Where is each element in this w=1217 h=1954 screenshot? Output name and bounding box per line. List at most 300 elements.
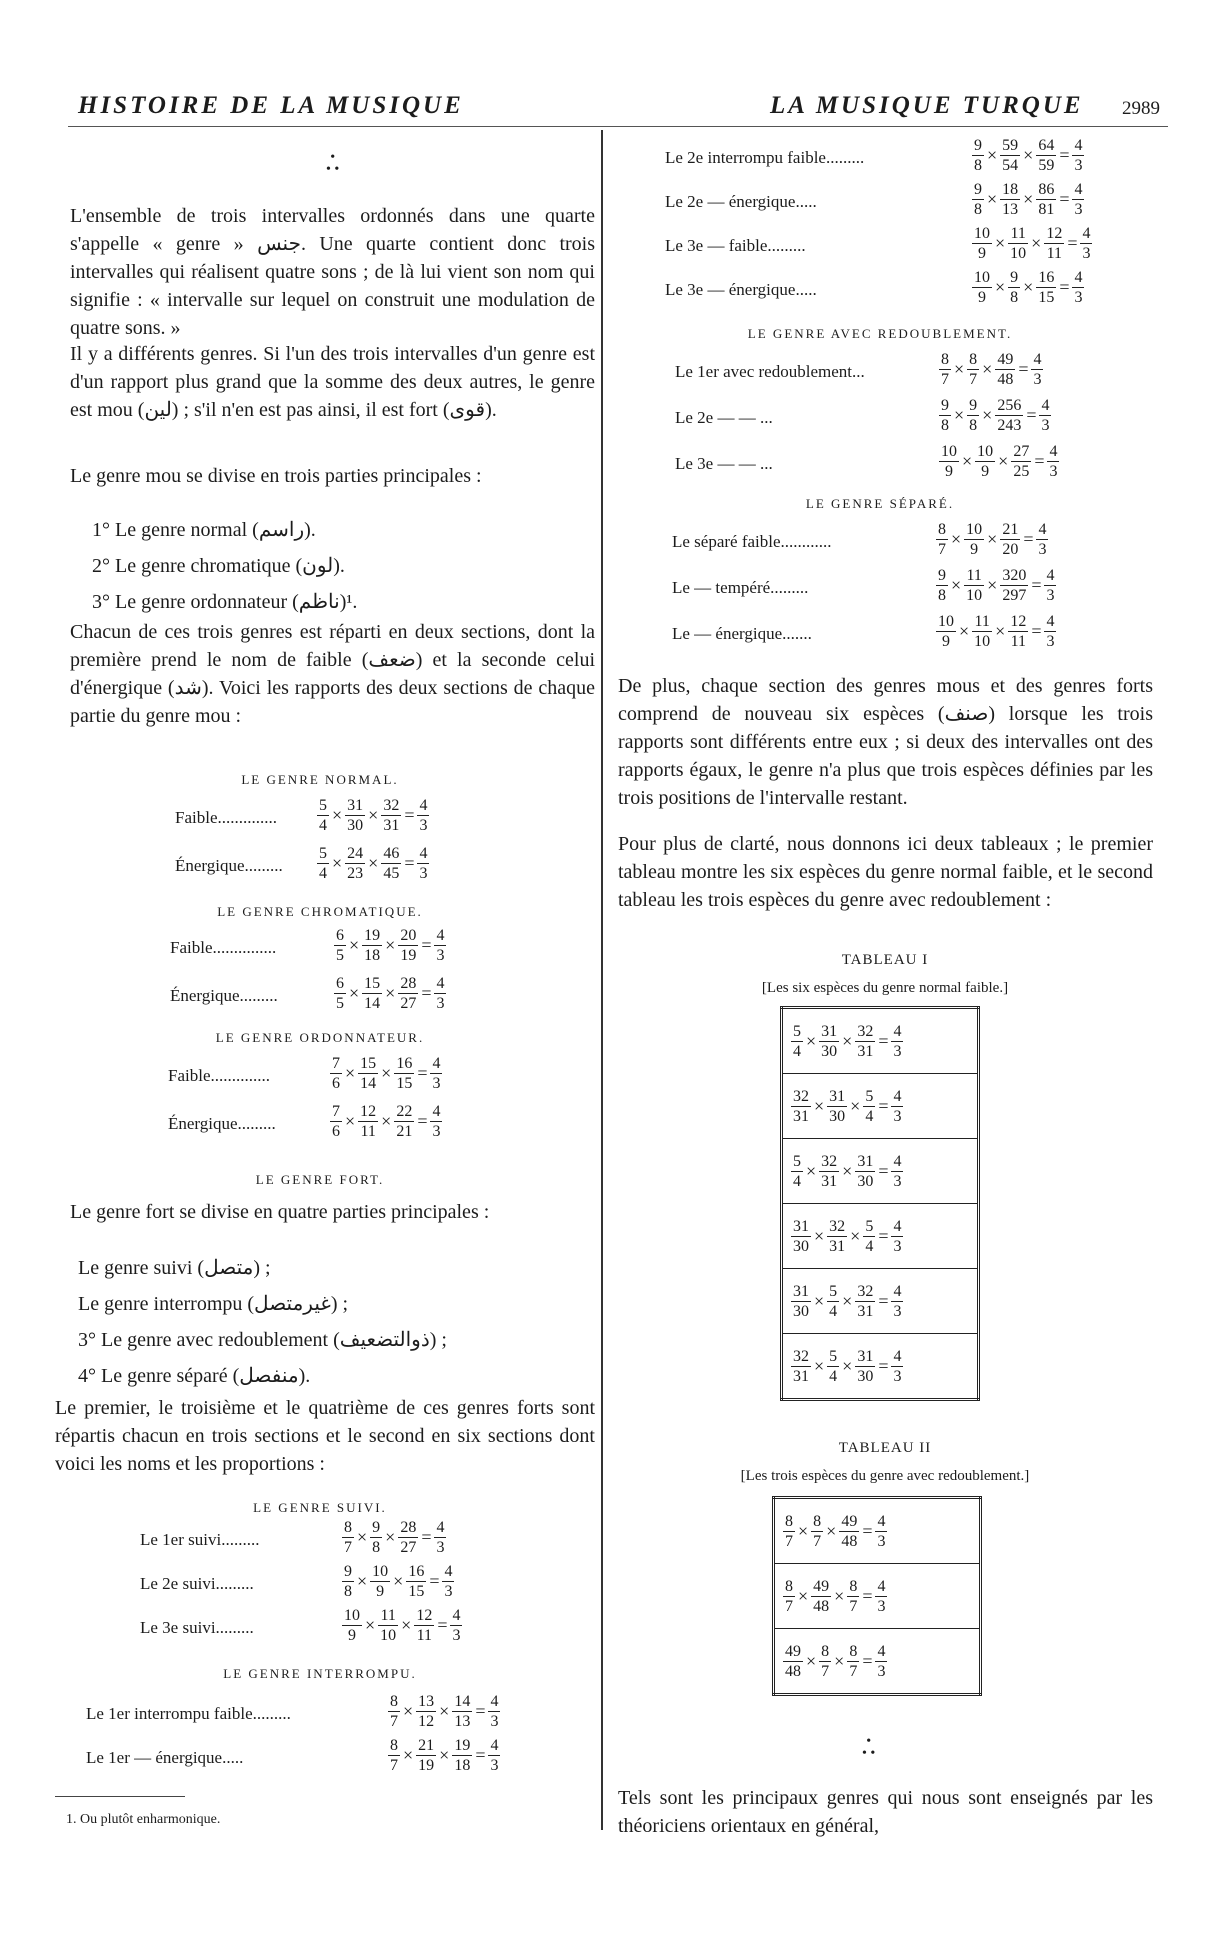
equals-sign: = xyxy=(862,1520,873,1541)
ratio-label: Le 2e suivi......... xyxy=(140,1574,254,1593)
fraction: $\frac{16}{15}$ xyxy=(408,1563,425,1600)
fraction: $\frac{4}{3}$ xyxy=(893,1217,902,1255)
ratio-row xyxy=(168,1054,528,1100)
column-divider xyxy=(601,130,603,1830)
fraction: $\frac{46}{45}$ xyxy=(383,845,400,882)
fraction: $\frac{14}{13}$ xyxy=(454,1693,471,1730)
equals-sign: = xyxy=(1031,621,1042,641)
fraction: $\frac{5}{4}$ xyxy=(319,797,327,834)
ratio-row xyxy=(675,396,1137,442)
fraction: $\frac{5}{4}$ xyxy=(319,845,327,882)
times-sign: × xyxy=(995,277,1006,297)
fraction: $\frac{5}{4}$ xyxy=(793,1152,801,1190)
fraction: $\frac{8}{7}$ xyxy=(938,521,946,558)
ratio-label: Le 1er suivi......... xyxy=(140,1530,260,1549)
fraction: $\frac{320}{297}$ xyxy=(1002,567,1027,604)
fraction: $\frac{10}{9}$ xyxy=(974,225,990,262)
running-header-left: HISTOIRE DE LA MUSIQUE xyxy=(78,92,464,119)
fraction: $\frac{32}{31}$ xyxy=(821,1152,838,1190)
ratio-label: Énergique......... xyxy=(170,986,278,1005)
ratio-equation xyxy=(970,136,1086,175)
ratio-equation xyxy=(328,1102,444,1141)
fraction: $\frac{4}{3}$ xyxy=(893,1152,902,1190)
fraction: $\frac{8}{7}$ xyxy=(941,351,949,388)
ratio-label: Le séparé faible............ xyxy=(672,532,832,551)
times-sign: × xyxy=(951,529,962,549)
times-sign: × xyxy=(959,621,970,641)
paragraph-mou-parts: Le genre mou se divise en trois parties principales : xyxy=(70,465,482,487)
ratio-label: Le 1er interrompu faible......... xyxy=(86,1704,291,1723)
equals-sign: = xyxy=(437,1615,448,1635)
fraction: $\frac{31}{30}$ xyxy=(347,797,364,834)
fraction: $\frac{8}{7}$ xyxy=(813,1512,822,1550)
fraction: $\frac{32}{31}$ xyxy=(793,1087,809,1125)
ratio-equation xyxy=(970,268,1086,307)
fraction: $\frac{4}{3}$ xyxy=(1041,397,1050,434)
equals-sign: = xyxy=(878,1355,889,1376)
ratio-row xyxy=(140,1518,540,1564)
ornament-top: • • • xyxy=(326,150,340,177)
table-1-title: TABLEAU I xyxy=(841,952,929,968)
fraction: $\frac{4}{3}$ xyxy=(1074,269,1083,306)
times-sign: × xyxy=(834,1585,845,1606)
fraction: $\frac{13}{12}$ xyxy=(418,1693,435,1730)
ratio-label: Le 3e — faible......... xyxy=(665,236,806,255)
ratio-row xyxy=(86,1736,586,1782)
times-sign: × xyxy=(842,1355,853,1376)
times-sign: × xyxy=(1031,233,1042,253)
section-title-separe: LE GENRE SÉPARÉ. xyxy=(805,496,955,511)
ratio-equation xyxy=(934,612,1058,651)
ratio-label: Le 3e — énergique..... xyxy=(665,280,817,299)
times-sign: × xyxy=(403,1701,414,1721)
equals-sign: = xyxy=(878,1095,889,1116)
times-sign: × xyxy=(998,451,1009,471)
fraction: $\frac{5}{4}$ xyxy=(865,1087,874,1125)
equals-sign: = xyxy=(1059,189,1070,209)
times-sign: × xyxy=(987,529,998,549)
equals-sign: = xyxy=(862,1585,873,1606)
times-sign: × xyxy=(982,405,993,425)
fraction: $\frac{4}{3}$ xyxy=(432,1055,441,1092)
fraction: $\frac{32}{31}$ xyxy=(829,1217,846,1255)
fraction: $\frac{12}{11}$ xyxy=(416,1607,433,1644)
table-row xyxy=(774,1564,981,1629)
times-sign: × xyxy=(850,1095,861,1116)
times-sign: × xyxy=(982,359,993,379)
times-sign: × xyxy=(798,1585,809,1606)
fraction: $\frac{4}{3}$ xyxy=(1046,613,1055,650)
fraction: $\frac{8}{7}$ xyxy=(785,1512,793,1550)
ratio-equation xyxy=(386,1736,502,1775)
ratio-equation xyxy=(340,1562,456,1601)
fraction: $\frac{9}{8}$ xyxy=(974,137,982,174)
fraction: $\frac{4}{3}$ xyxy=(877,1577,886,1615)
times-sign: × xyxy=(345,1111,356,1131)
fraction: $\frac{7}{6}$ xyxy=(332,1055,340,1092)
fraction: $\frac{9}{8}$ xyxy=(938,567,946,604)
ratio-label: Le 2e — — ... xyxy=(675,408,773,427)
table-2-caption: [Les trois espèces du genre avec redoublement.] xyxy=(740,1468,1030,1484)
times-sign: × xyxy=(962,451,973,471)
fraction: $\frac{21}{19}$ xyxy=(418,1737,435,1774)
table-cell xyxy=(782,1269,979,1334)
times-sign: × xyxy=(385,935,396,955)
times-sign: × xyxy=(842,1160,853,1181)
times-sign: × xyxy=(1023,145,1034,165)
fraction: $\frac{5}{4}$ xyxy=(793,1022,801,1060)
fraction: $\frac{5}{4}$ xyxy=(865,1217,874,1255)
fraction: $\frac{4}{3}$ xyxy=(877,1512,886,1550)
ratio-equation xyxy=(340,1518,448,1557)
times-sign: × xyxy=(995,233,1006,253)
fraction: $\frac{18}{13}$ xyxy=(1002,181,1019,218)
header-rule xyxy=(68,126,1168,127)
ratio-equation xyxy=(937,350,1045,389)
paragraph-sections: Chacun de ces trois genres est réparti en deux sections, dont la première prend le nom de faible (ضعف) et la seconde celui d'énergique (شد). Voici les rapports des deux sections de chaque partie du genre mou : xyxy=(70,621,596,727)
fraction: $\frac{31}{30}$ xyxy=(793,1282,809,1320)
ratio-label: Le 3e — — ... xyxy=(675,454,773,473)
ratio-row xyxy=(175,844,515,890)
ratio-row xyxy=(672,566,1134,612)
equals-sign: = xyxy=(878,1160,889,1181)
table-1 xyxy=(780,1006,980,1401)
fraction: $\frac{9}{8}$ xyxy=(974,181,982,218)
ratio-equation xyxy=(970,180,1086,219)
times-sign: × xyxy=(987,145,998,165)
equals-sign: = xyxy=(429,1571,440,1591)
ratio-row xyxy=(140,1562,540,1608)
times-sign: × xyxy=(401,1615,412,1635)
equals-sign: = xyxy=(1031,575,1042,595)
fraction: $\frac{5}{4}$ xyxy=(829,1282,838,1320)
fraction: $\frac{24}{23}$ xyxy=(347,845,364,882)
times-sign: × xyxy=(349,935,360,955)
fraction: $\frac{8}{7}$ xyxy=(785,1577,793,1615)
fraction: $\frac{12}{11}$ xyxy=(360,1103,377,1140)
ratio-row xyxy=(86,1692,586,1738)
fraction: $\frac{4}{3}$ xyxy=(436,1519,445,1556)
fraction: $\frac{32}{31}$ xyxy=(793,1347,809,1385)
times-sign: × xyxy=(349,983,360,1003)
fraction: $\frac{10}{9}$ xyxy=(966,521,983,558)
fraction: $\frac{4}{3}$ xyxy=(1033,351,1042,388)
table-cell xyxy=(782,1334,979,1400)
times-sign: × xyxy=(954,359,965,379)
times-sign: × xyxy=(368,853,379,873)
fraction: $\frac{8}{7}$ xyxy=(344,1519,352,1556)
ornament-bottom: • • • xyxy=(862,1734,876,1761)
ratio-equation xyxy=(970,224,1094,263)
ratio-equation xyxy=(315,796,431,835)
times-sign: × xyxy=(439,1701,450,1721)
times-sign: × xyxy=(332,853,343,873)
paragraph-especes: De plus, chaque section des genres mous et des genres forts comprend de nouveau six espèces (صنف) lorsque les trois rapports sont différents entre eux ; si deux des intervalles ont des rapports égaux, le genre n'a plus que trois espèces définies par les trois positions de l'intervalle restant. xyxy=(618,675,1153,809)
fraction: $\frac{8}{7}$ xyxy=(849,1577,858,1615)
ratio-equation xyxy=(937,396,1053,435)
equals-sign: = xyxy=(1059,145,1070,165)
fraction: $\frac{10}{9}$ xyxy=(344,1607,360,1644)
fraction: $\frac{4}{3}$ xyxy=(1046,567,1055,604)
list-item-interrompu: Le genre interrompu (غيرمتصل) ; xyxy=(78,1293,349,1315)
fraction: $\frac{4}{3}$ xyxy=(1082,225,1091,262)
ratio-equation xyxy=(934,520,1050,559)
times-sign: × xyxy=(987,575,998,595)
fraction: $\frac{22}{21}$ xyxy=(396,1103,413,1140)
fraction: $\frac{49}{48}$ xyxy=(997,351,1014,388)
fraction: $\frac{16}{15}$ xyxy=(396,1055,413,1092)
ratio-label: Le 2e interrompu faible......... xyxy=(665,148,865,167)
equals-sign: = xyxy=(1067,233,1078,253)
ratio-row xyxy=(665,224,1170,270)
equals-sign: = xyxy=(1026,405,1037,425)
ratio-equation xyxy=(332,974,448,1013)
ratio-row xyxy=(675,350,1137,396)
table-2 xyxy=(772,1496,982,1696)
list-item-suivi: Le genre suivi (متصل) ; xyxy=(78,1257,271,1279)
ratio-row xyxy=(168,1102,528,1148)
fraction: $\frac{31}{30}$ xyxy=(821,1022,838,1060)
ratio-equation xyxy=(934,566,1058,605)
times-sign: × xyxy=(439,1745,450,1765)
equals-sign: = xyxy=(421,983,432,1003)
times-sign: × xyxy=(357,1527,368,1547)
fraction: $\frac{8}{7}$ xyxy=(849,1642,858,1680)
ratio-row xyxy=(170,974,532,1020)
section-title-normal: LE GENRE NORMAL. xyxy=(241,772,399,787)
fraction: $\frac{59}{54}$ xyxy=(1002,137,1019,174)
ratio-label: Le 1er avec redoublement... xyxy=(675,362,865,381)
ratio-label: Énergique......... xyxy=(168,1114,276,1133)
times-sign: × xyxy=(385,983,396,1003)
fraction: $\frac{10}{9}$ xyxy=(372,1563,389,1600)
table-1-caption: [Les six espèces du genre normal faible.] xyxy=(761,980,1009,996)
section-title-suivi: LE GENRE SUIVI. xyxy=(253,1500,387,1515)
fraction: $\frac{31}{30}$ xyxy=(857,1152,874,1190)
fraction: $\frac{11}{10}$ xyxy=(1010,225,1027,262)
table-row xyxy=(782,1269,979,1334)
equals-sign: = xyxy=(421,1527,432,1547)
footnote-rule xyxy=(55,1796,185,1797)
table-row xyxy=(774,1629,981,1695)
times-sign: × xyxy=(995,621,1006,641)
list-item-chromatique: 2° Le genre chromatique (لون). xyxy=(92,555,345,577)
paragraph-tableaux: Pour plus de clarté, nous donnons ici deux tableaux ; le premier tableau montre les six espèces du genre normal faible, et le second tableau les trois espèces du genre avec redoublement : xyxy=(618,833,1153,911)
table-cell xyxy=(774,1564,981,1629)
table-2-title: TABLEAU II xyxy=(838,1440,932,1456)
ratio-row xyxy=(665,268,1170,314)
equals-sign: = xyxy=(417,1063,428,1083)
times-sign: × xyxy=(834,1650,845,1671)
running-header-right: LA MUSIQUE TURQUE xyxy=(770,92,1084,119)
fraction: $\frac{49}{48}$ xyxy=(785,1642,801,1680)
fraction: $\frac{12}{11}$ xyxy=(1010,613,1027,650)
fraction: $\frac{11}{10}$ xyxy=(974,613,991,650)
table-row xyxy=(782,1008,979,1074)
fraction: $\frac{86}{81}$ xyxy=(1038,181,1055,218)
ratio-label: Le — tempéré......... xyxy=(672,578,809,597)
ratio-label: Le — énergique....... xyxy=(672,624,812,643)
equals-sign: = xyxy=(404,853,415,873)
fraction: $\frac{4}{3}$ xyxy=(432,1103,441,1140)
fraction: $\frac{4}{3}$ xyxy=(444,1563,453,1600)
times-sign: × xyxy=(826,1520,837,1541)
times-sign: × xyxy=(381,1111,392,1131)
fraction: $\frac{12}{11}$ xyxy=(1046,225,1063,262)
fraction: $\frac{4}{3}$ xyxy=(893,1022,902,1060)
equals-sign: = xyxy=(1018,359,1029,379)
equals-sign: = xyxy=(421,935,432,955)
table-row xyxy=(782,1204,979,1269)
fraction: $\frac{9}{8}$ xyxy=(372,1519,381,1556)
fraction: $\frac{20}{19}$ xyxy=(400,927,417,964)
equals-sign: = xyxy=(878,1030,889,1051)
fraction: $\frac{9}{8}$ xyxy=(969,397,978,434)
fraction: $\frac{6}{5}$ xyxy=(336,975,344,1012)
times-sign: × xyxy=(806,1030,817,1051)
ratio-row xyxy=(170,926,532,972)
fraction: $\frac{4}{3}$ xyxy=(436,927,445,964)
table-row xyxy=(782,1074,979,1139)
times-sign: × xyxy=(951,575,962,595)
fraction: $\frac{4}{3}$ xyxy=(1074,181,1083,218)
equals-sign: = xyxy=(878,1290,889,1311)
fraction: $\frac{8}{7}$ xyxy=(821,1642,830,1680)
fraction: $\frac{19}{18}$ xyxy=(364,927,381,964)
fraction: $\frac{4}{3}$ xyxy=(419,845,428,882)
fraction: $\frac{4}{3}$ xyxy=(419,797,428,834)
paragraph-conclusion: Tels sont les principaux genres qui nous sont enseignés par les théoriciens orientaux en général, xyxy=(618,1787,1153,1837)
section-title-interrompu: LE GENRE INTERROMPU. xyxy=(223,1666,417,1681)
times-sign: × xyxy=(403,1745,414,1765)
fraction: $\frac{15}{14}$ xyxy=(364,975,381,1012)
fraction: $\frac{21}{20}$ xyxy=(1002,521,1019,558)
fraction: $\frac{31}{30}$ xyxy=(857,1347,874,1385)
times-sign: × xyxy=(842,1030,853,1051)
fraction: $\frac{4}{3}$ xyxy=(490,1737,499,1774)
table-cell xyxy=(782,1074,979,1139)
times-sign: × xyxy=(345,1063,356,1083)
fraction: $\frac{4}{3}$ xyxy=(436,975,445,1012)
equals-sign: = xyxy=(475,1745,486,1765)
ratio-label: Le 1er — énergique..... xyxy=(86,1748,244,1767)
times-sign: × xyxy=(987,189,998,209)
table-row xyxy=(782,1334,979,1400)
fraction: $\frac{10}{9}$ xyxy=(941,443,957,480)
fraction: $\frac{15}{14}$ xyxy=(360,1055,377,1092)
table-cell xyxy=(774,1629,981,1695)
fraction: $\frac{31}{30}$ xyxy=(829,1087,846,1125)
times-sign: × xyxy=(368,805,379,825)
fraction: $\frac{32}{31}$ xyxy=(857,1282,874,1320)
times-sign: × xyxy=(357,1571,368,1591)
table-cell xyxy=(774,1498,981,1564)
fraction: $\frac{4}{3}$ xyxy=(452,1607,461,1644)
fraction: $\frac{6}{5}$ xyxy=(336,927,344,964)
page-number: 2989 xyxy=(1122,98,1160,119)
table-cell xyxy=(782,1008,979,1074)
table-cell xyxy=(782,1204,979,1269)
fraction: $\frac{9}{8}$ xyxy=(344,1563,352,1600)
ratio-row xyxy=(672,612,1134,658)
fraction: $\frac{19}{18}$ xyxy=(454,1737,471,1774)
fraction: $\frac{10}{9}$ xyxy=(974,269,990,306)
times-sign: × xyxy=(385,1527,396,1547)
paragraph-fort-parts: Le genre fort se divise en quatre parties principales : xyxy=(70,1201,490,1223)
fraction: $\frac{4}{3}$ xyxy=(1038,521,1047,558)
ratio-row xyxy=(665,136,1170,182)
table-row xyxy=(774,1498,981,1564)
ratio-equation xyxy=(332,926,448,965)
times-sign: × xyxy=(1023,189,1034,209)
fraction: $\frac{8}{7}$ xyxy=(390,1693,398,1730)
equals-sign: = xyxy=(404,805,415,825)
equals-sign: = xyxy=(417,1111,428,1131)
fraction: $\frac{7}{6}$ xyxy=(332,1103,340,1140)
ratio-label: Le 3e suivi......... xyxy=(140,1618,254,1637)
list-item-redoublement: 3° Le genre avec redoublement (ذوالتضعيف) ; xyxy=(78,1329,447,1351)
equals-sign: = xyxy=(862,1650,873,1671)
times-sign: × xyxy=(850,1225,861,1246)
section-title-redoublement: LE GENRE AVEC REDOUBLEMENT. xyxy=(747,326,1013,341)
fraction: $\frac{4}{3}$ xyxy=(893,1282,902,1320)
ratio-equation xyxy=(315,844,431,883)
fraction: $\frac{31}{30}$ xyxy=(793,1217,809,1255)
fraction: $\frac{9}{8}$ xyxy=(1010,269,1019,306)
fraction: $\frac{49}{48}$ xyxy=(841,1512,858,1550)
ratio-label: Faible.............. xyxy=(168,1066,270,1085)
ratio-row xyxy=(175,796,515,842)
ratio-equation xyxy=(937,442,1061,481)
times-sign: × xyxy=(814,1095,825,1116)
ratio-label: Le 2e — énergique..... xyxy=(665,192,817,211)
equals-sign: = xyxy=(878,1225,889,1246)
fraction: $\frac{11}{10}$ xyxy=(966,567,983,604)
fraction: $\frac{16}{15}$ xyxy=(1038,269,1055,306)
fraction: $\frac{49}{48}$ xyxy=(813,1577,830,1615)
paragraph-genre-definition: L'ensemble de trois intervalles ordonnés dans une quarte s'appelle « genre » جنس. Une quarte contient donc trois intervalles qui réalisent quatre sons ; de là lui vient son nom qui signifie : « intervalle sur lequel on construit une modulation de quatre sons. » xyxy=(70,205,596,339)
fraction: $\frac{256}{243}$ xyxy=(997,397,1022,434)
fraction: $\frac{4}{3}$ xyxy=(893,1087,902,1125)
fraction: $\frac{27}{25}$ xyxy=(1013,443,1030,480)
fraction: $\frac{4}{3}$ xyxy=(1074,137,1083,174)
fraction: $\frac{10}{9}$ xyxy=(938,613,954,650)
fraction: $\frac{32}{31}$ xyxy=(383,797,400,834)
times-sign: × xyxy=(365,1615,376,1635)
paragraph-mou-fort: Il y a différents genres. Si l'un des trois intervalles d'un genre est d'un rapport plus grand que la somme des deux autres, le genre est mou (لين) ; s'il n'en est pas ainsi, il est fort (قوى). xyxy=(70,343,595,421)
ratio-label: Faible.............. xyxy=(175,808,277,827)
table-row xyxy=(782,1139,979,1204)
section-title-fort: LE GENRE FORT. xyxy=(255,1172,385,1187)
times-sign: × xyxy=(842,1290,853,1311)
list-item-ordonnateur: 3° Le genre ordonnateur (ناظم)¹. xyxy=(92,591,358,613)
paragraph-fort-sections: Le premier, le troisième et le quatrième de ces genres forts sont répartis chacun en trois sections et le second en six sections dont voici les noms et les proportions : xyxy=(55,1397,595,1475)
times-sign: × xyxy=(332,805,343,825)
ratio-label: Énergique......... xyxy=(175,856,283,875)
times-sign: × xyxy=(393,1571,404,1591)
fraction: $\frac{64}{59}$ xyxy=(1038,137,1055,174)
fraction: $\frac{5}{4}$ xyxy=(829,1347,838,1385)
ratio-label: Faible............... xyxy=(170,938,277,957)
fraction: $\frac{4}{3}$ xyxy=(1049,443,1058,480)
times-sign: × xyxy=(814,1225,825,1246)
list-item-normal: 1° Le genre normal (راسم). xyxy=(92,519,316,541)
fraction: $\frac{28}{27}$ xyxy=(400,1519,417,1556)
ratio-equation xyxy=(386,1692,502,1731)
section-title-chromatique: LE GENRE CHROMATIQUE. xyxy=(217,904,423,919)
times-sign: × xyxy=(814,1290,825,1311)
equals-sign: = xyxy=(475,1701,486,1721)
